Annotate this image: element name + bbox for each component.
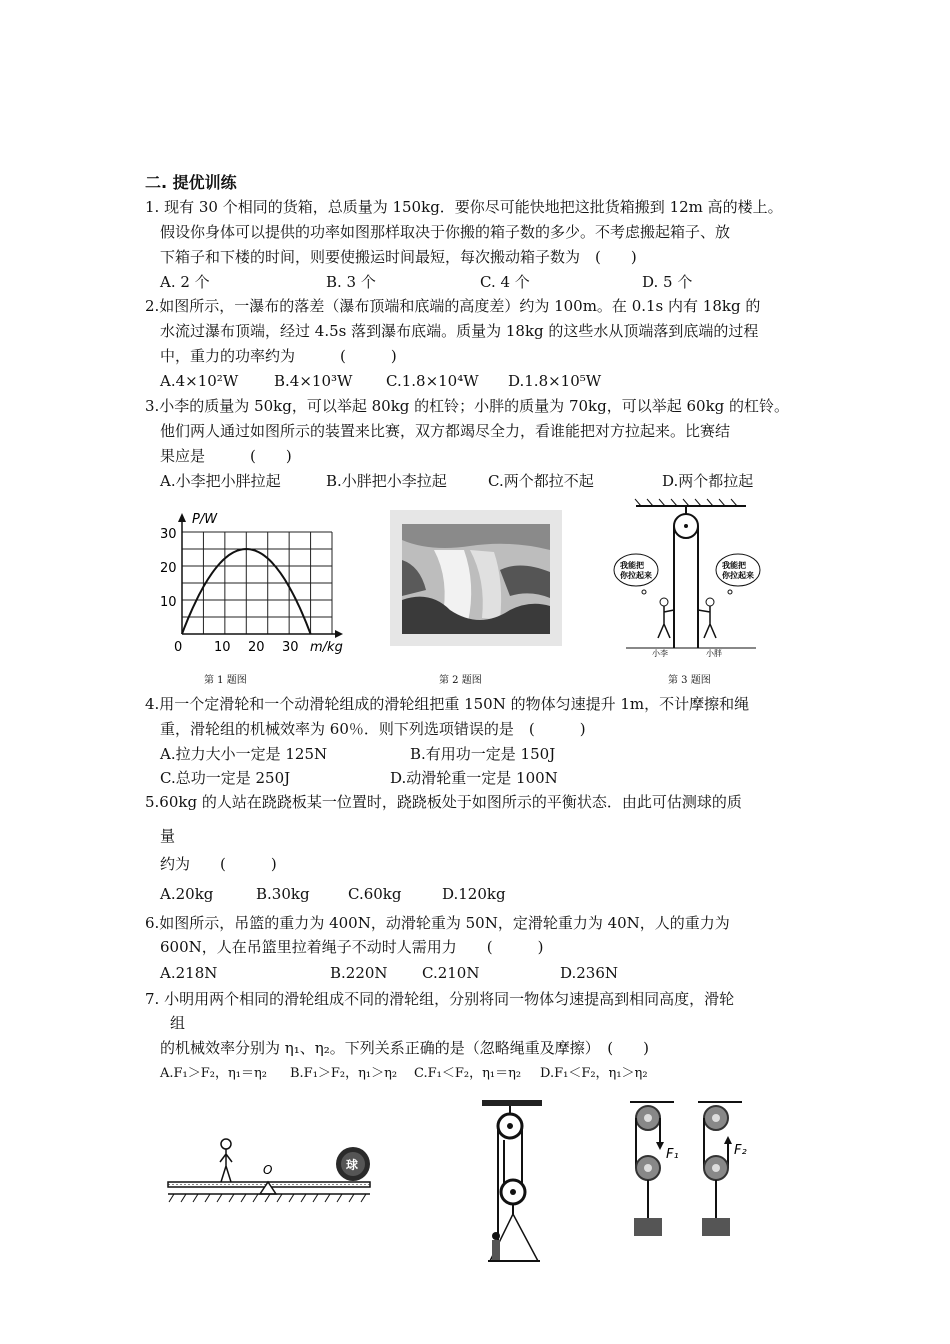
q2-line2: 水流过瀑布顶端，经过 4.5s 落到瀑布底端。质量为 18kg 的这些水从顶端落到底端的过程	[160, 322, 759, 340]
q5-line3: 约为 ( )	[160, 855, 277, 873]
q3-option-d: D.两个都拉起	[662, 472, 754, 490]
q7-line3: 的机械效率分别为 η₁、η₂。下列关系正确的是（忽略绳重及摩擦） ( )	[160, 1039, 649, 1057]
q6-option-a: A.218N	[160, 964, 218, 982]
q4-option-a: A.拉力大小一定是 125N	[160, 745, 328, 763]
left-weight	[634, 1218, 662, 1236]
q5-line2: 量	[160, 827, 176, 845]
figure-7-pulley-systems	[622, 1096, 772, 1246]
q7-option-c: C.F₁＜F₂，η₁＝η₂	[414, 1066, 522, 1081]
q2-option-a: A.4×10²W	[160, 372, 239, 390]
bubble-right	[716, 554, 760, 586]
person-left-body	[658, 606, 674, 638]
y-tick-10: 10	[160, 595, 177, 610]
q4-option-b: B.有用功一定是 150J	[410, 745, 556, 763]
q3-option-b: B.小胖把小李拉起	[326, 472, 447, 490]
q2-option-b: B.4×10³W	[274, 372, 353, 390]
y-tick-20: 20	[160, 561, 177, 576]
q6-line2: 600N，人在吊篮里拉着绳子不动时人需用力 ( )	[160, 938, 544, 956]
q5-option-d: D.120kg	[442, 885, 506, 903]
q1-option-b: B. 3 个	[326, 273, 376, 291]
q7-line2: 组	[170, 1014, 186, 1032]
graph-ylabel: P/W	[192, 512, 218, 527]
y-tick-30: 30	[160, 527, 177, 542]
q1-line1: 1. 现有 30 个相同的货箱，总质量为 150kg．要你尽可能快地把这批货箱搬到 12m 高的楼上。	[145, 198, 783, 216]
q2-option-c: C.1.8×10⁴W	[386, 372, 479, 390]
bubble-left	[614, 554, 658, 586]
x-axis-arrow	[335, 630, 343, 638]
q5-option-b: B.30kg	[256, 885, 310, 903]
q3-option-a: A.小李把小胖拉起	[160, 472, 281, 490]
q1-option-a: A. 2 个	[160, 273, 210, 291]
right-weight	[702, 1218, 730, 1236]
q7-option-b: B.F₁＞F₂，η₁＞η₂	[290, 1066, 398, 1081]
q4-line2: 重，滑轮组的机械效率为 60％．则下列选项错误的是 ( )	[160, 720, 586, 738]
figure-3-pulley-contest	[606, 498, 770, 658]
q3-line2: 他们两人通过如图所示的装置来比赛，双方都竭尽全力，看谁能把对方拉起来。比赛结	[160, 422, 731, 440]
q1-line3: 下箱子和下楼的时间，则要使搬运时间最短，每次搬动箱子数为 ( )	[160, 248, 637, 266]
x-tick-30: 30	[282, 640, 299, 655]
svg-text:你拉起来: 你拉起来	[620, 571, 652, 580]
figure-2-caption: 第 2 题图	[439, 675, 482, 686]
person-left-head	[660, 598, 668, 606]
bubble-left-text: 我能把	[620, 561, 644, 570]
q3-option-c: C.两个都拉不起	[488, 472, 594, 490]
force2-label: F₂	[734, 1143, 747, 1158]
q2-line3: 中，重力的功率约为 ( )	[160, 347, 397, 365]
person-body	[220, 1149, 232, 1182]
q1-option-d: D. 5 个	[642, 273, 693, 291]
q2-option-d: D.1.8×10⁵W	[508, 372, 602, 390]
figure-1-caption: 第 1 题图	[204, 675, 247, 686]
section-title: 二. 提优训练	[145, 173, 237, 192]
person-right-label: 小胖	[706, 649, 722, 658]
ball-label: 球	[346, 1158, 359, 1172]
ceiling	[482, 1100, 542, 1106]
figure-6-basket-pulley	[476, 1096, 548, 1266]
q5-option-c: C.60kg	[348, 885, 402, 903]
q4-option-c: C.总功一定是 250J	[160, 769, 291, 787]
q3-line1: 3.小李的质量为 50kg，可以举起 80kg 的杠铃；小胖的质量为 70kg，可以举起 60kg 的杠铃。	[145, 397, 790, 415]
bubble-right-text: 我能把	[722, 561, 746, 570]
graph-xlabel: m/kg	[310, 640, 343, 655]
y-axis-arrow	[178, 513, 186, 522]
figure-5-seesaw	[160, 1130, 375, 1212]
q3-line3: 果应是 ( )	[160, 447, 292, 465]
person-body	[492, 1240, 500, 1260]
q4-line1: 4.用一个定滑轮和一个动滑轮组成的滑轮组把重 150N 的物体匀速提升 1m，不计摩擦和绳	[145, 695, 750, 713]
q5-line1: 5.60kg 的人站在跷跷板某一位置时，跷跷板处于如图所示的平衡状态．由此可估测球的质	[145, 793, 742, 811]
figure-1-graph	[150, 508, 350, 658]
person-head	[492, 1232, 500, 1240]
q7-line1: 7. 小明用两个相同的滑轮组成不同的滑轮组，分别将同一物体匀速提高到相同高度，滑轮	[145, 990, 735, 1008]
figure-2-waterfall-photo	[390, 510, 562, 646]
figure-3-caption: 第 3 题图	[668, 675, 711, 686]
person-left-label: 小李	[652, 649, 668, 658]
q6-option-b: B.220N	[330, 964, 388, 982]
person-head	[221, 1139, 231, 1149]
q4-option-d: D.动滑轮重一定是 100N	[390, 769, 558, 787]
q1-option-c: C. 4 个	[480, 273, 530, 291]
x-tick-20: 20	[248, 640, 265, 655]
q1-line2: 假设你身体可以提供的功率如图那样取决于你搬的箱子数的多少。不考虑搬起箱子、放	[160, 223, 731, 241]
person-right-head	[706, 598, 714, 606]
force1-label: F₁	[666, 1147, 679, 1162]
pivot-label: O	[263, 1163, 273, 1177]
q6-option-d: D.236N	[560, 964, 619, 982]
q7-option-d: D.F₁＜F₂，η₁＞η₂	[540, 1066, 648, 1081]
q5-option-a: A.20kg	[160, 885, 214, 903]
q6-option-c: C.210N	[422, 964, 480, 982]
q2-line1: 2.如图所示，一瀑布的落差（瀑布顶端和底端的高度差）约为 100m。在 0.1s 内有 18kg 的	[145, 297, 761, 315]
q7-option-a: A.F₁＞F₂，η₁＝η₂	[160, 1066, 267, 1081]
x-tick-10: 10	[214, 640, 231, 655]
person-right-body	[698, 606, 716, 638]
svg-text:你拉起来: 你拉起来	[722, 571, 754, 580]
x-tick-0: 0	[174, 640, 183, 655]
q6-line1: 6.如图所示，吊篮的重力为 400N，动滑轮重为 50N，定滑轮重力为 40N，人的重力为	[145, 914, 730, 932]
